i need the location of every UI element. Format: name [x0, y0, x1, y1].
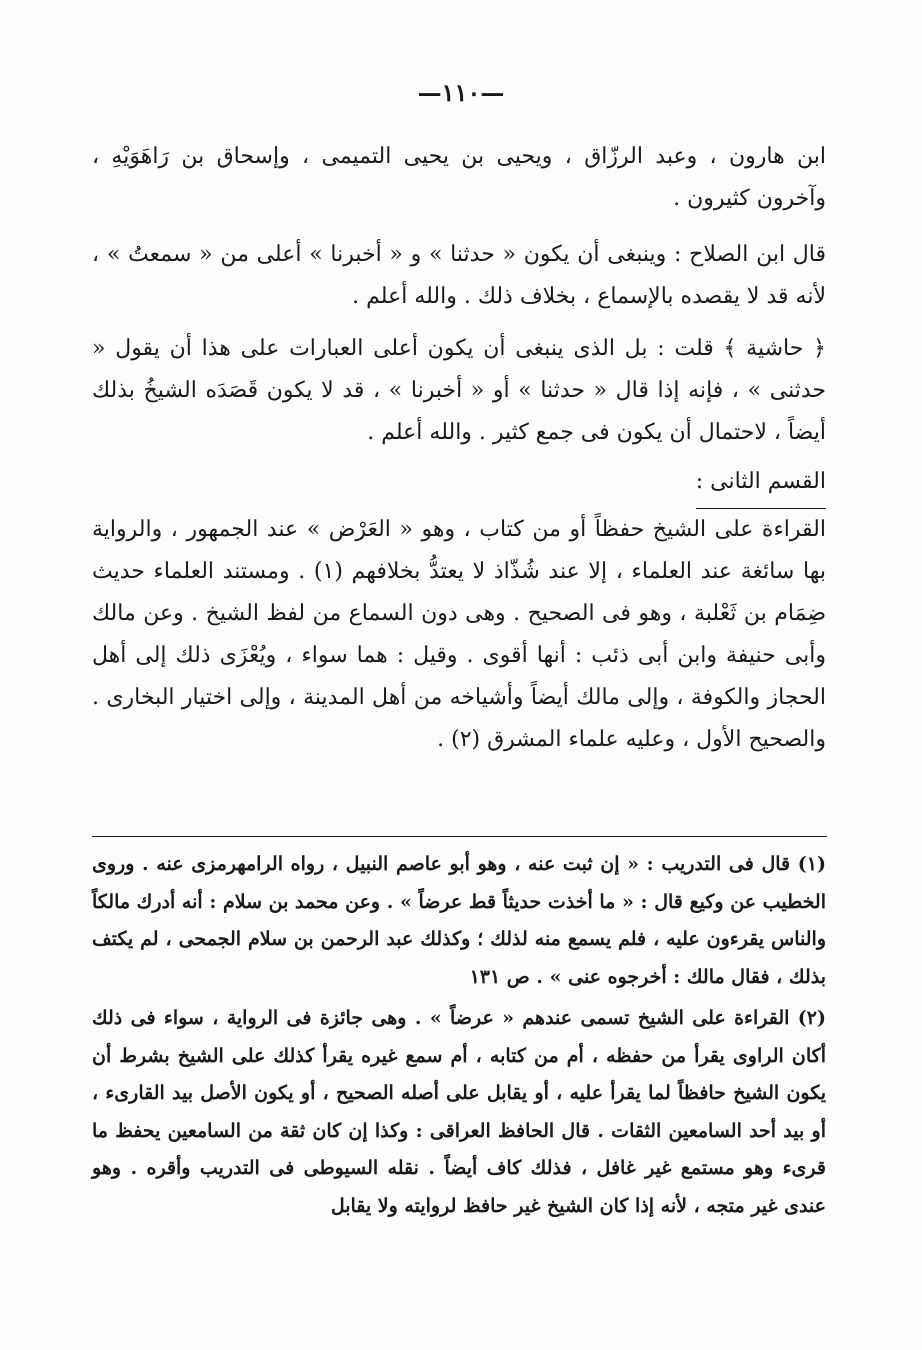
footnotes: [92, 846, 826, 1225]
footnote-2: (٢) القراءة على الشيخ تسمى عندهم « عرضاً » . وهى جائزة فى الرواية ، سواء فى ذلك أكان الراوى يقرأ من حفظه ، أم من كتابه ، أم سمع غيره يقرأ كذلك على الشيخ بشرط أن يكون الشيخ حافظاً لما يقرأ عليه ، أو يقابل على أصله الصحيح ، أو يكون الأصل بيد القارىء ، أو بيد أحد السامعين الثقات . قال الحافظ العراقى : وكذا إن كان ثقة من السامعين يحفظ ما قرىء وهو مستمع غير غافل ، فذلك كاف أيضاً . نقله السيوطى فى التدريب وأقره . وهو عندى غير متجه ، لأنه إذا كان الشيخ غير حافظ لروايته ولا يقابل: [92, 1007, 826, 1217]
paragraph-qiraa: القراءة على الشيخ حفظاً أو من كتاب ، وهو « العَرْض » عند الجمهور ، والرواية بها سائغة عند العلماء ، إلا عند شُذّاذ لا يعتدُّ بخلافهم (١) . ومستند العلماء حديث ضِمَام بن ثَعْلبة ، وهو فى الصحيح . وهى دون السماع من لفظ الشيخ . وعن مالك وأبى حنيفة وابن أبى ذئب : أنها أقوى . وقيل : هما سواء ، ويُعْزَى ذلك إلى أهل الحجاز والكوفة ، وإلى مالك أيضاً وأشياخه من أهل المدينة ، وإلى اختيار البخارى . والصحيح الأول ، وعليه علماء المشرق (٢) .: [92, 517, 827, 752]
page-number: —١١٠—: [417, 78, 505, 107]
footnote-1: (١) قال فى التدريب : « إن ثبت عنه ، وهو أبو عاصم النبيل ، رواه الرامهرمزى عنه . وروى الخطيب عن وكيع قال : « ما أخذت حديثاً قط عرضاً » . وعن محمد بن سلام : أنه أدرك مالكاً والناس يقرءون عليه ، فلم يسمع منه لذلك ؛ وكذلك عبد الرحمن بن سلام الجمحى ، لم يكتف بذلك ، فقال مالك : أخرجوه عنى » . ص ١٣١: [92, 853, 826, 988]
paragraph-narrators: ابن هارون ، وعبد الرزّاق ، ويحيى بن يحيى التميمى ، وإسحاق بن رَاهَوَيْهِ ، وآخرون كثيرون .: [92, 144, 826, 211]
main-text: [92, 136, 826, 761]
paragraph-ibn-salah: قال ابن الصلاح : وينبغى أن يكون « حدثنا » و « أخبرنا » أعلى من « سمعتُ » ، لأنه قد لا يقصده بالإسماع ، بخلاف ذلك . والله أعلم .: [92, 242, 826, 309]
section-heading: القسم الثانى :: [696, 460, 826, 509]
paragraph-hashiya: ﴿ حاشية ﴾ قلت : بل الذى ينبغى أن يكون أعلى العبارات على هذا أن يقول « حدثنى » ، فإنه إذا قال « حدثنا » أو « أخبرنا » ، قد لا يكون قَصَدَه الشيخُ بذلك أيضاً ، لاحتمال أن يكون فى جمع كثير . والله أعلم .: [92, 336, 826, 445]
footnote-separator: [92, 836, 827, 837]
